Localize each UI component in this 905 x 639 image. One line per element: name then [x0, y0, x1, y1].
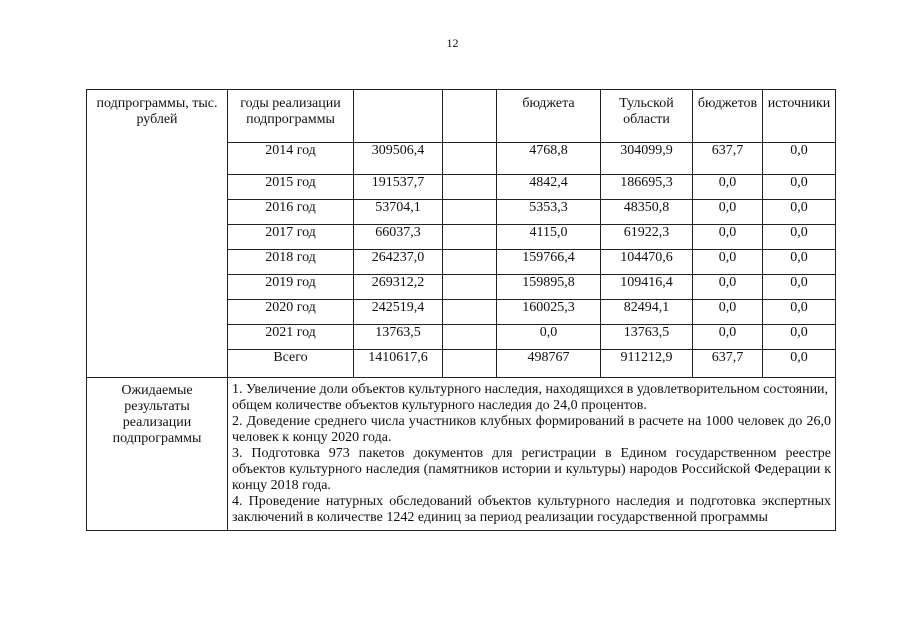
federal-cell: 498767 — [497, 350, 601, 378]
federal-cell: 0,0 — [497, 325, 601, 350]
total-cell: 309506,4 — [354, 143, 443, 175]
blank-cell — [443, 143, 497, 175]
federal-header: бюджета — [497, 90, 601, 143]
year-cell: Всего — [228, 350, 354, 378]
other-cell: 0,0 — [763, 350, 836, 378]
local-cell: 0,0 — [693, 200, 763, 225]
table-header-row — [87, 90, 836, 143]
results-text — [228, 378, 836, 531]
year-cell: 2016 год — [228, 200, 354, 225]
local-cell: 0,0 — [693, 300, 763, 325]
total-cell: 191537,7 — [354, 175, 443, 200]
total-cell: 53704,1 — [354, 200, 443, 225]
local-cell: 0,0 — [693, 175, 763, 200]
blank-cell — [443, 175, 497, 200]
results-row — [87, 378, 836, 531]
results-label: Ожидаемые результаты реализации подпрограммы — [87, 378, 228, 531]
year-cell: 2014 год — [228, 143, 354, 175]
blank-header — [443, 90, 497, 143]
other-cell: 0,0 — [763, 175, 836, 200]
year-cell: 2019 год — [228, 275, 354, 300]
region-header: Тульской области — [601, 90, 693, 143]
other-cell: 0,0 — [763, 275, 836, 300]
page-number: 12 — [446, 36, 459, 50]
other-header: источники — [763, 90, 836, 143]
region-cell: 304099,9 — [601, 143, 693, 175]
total-cell: 264237,0 — [354, 250, 443, 275]
federal-cell: 5353,3 — [497, 200, 601, 225]
local-cell: 0,0 — [693, 250, 763, 275]
other-cell: 0,0 — [763, 250, 836, 275]
region-cell: 911212,9 — [601, 350, 693, 378]
result-item: 3. Подготовка 973 пакетов документов для регистрации в Едином государственном реестре объектов культурного наследия (памятников истории и культуры) народов Российской Федерации к концу 2018 года. — [232, 446, 831, 493]
region-cell: 186695,3 — [601, 175, 693, 200]
local-cell: 0,0 — [693, 275, 763, 300]
region-cell: 82494,1 — [601, 300, 693, 325]
result-item: 2. Доведение среднего числа участников клубных формирований в расчете на 1000 человек до 26,0 человек к концу 2020 года. — [232, 414, 831, 445]
blank-cell — [443, 350, 497, 378]
funding-label-cell: подпрограммы, тыс. рублей — [87, 90, 228, 378]
federal-cell: 160025,3 — [497, 300, 601, 325]
region-cell: 109416,4 — [601, 275, 693, 300]
years-header: годы реализации подпрограммы — [228, 90, 354, 143]
total-cell: 66037,3 — [354, 225, 443, 250]
other-cell: 0,0 — [763, 200, 836, 225]
other-cell: 0,0 — [763, 225, 836, 250]
total-cell: 1410617,6 — [354, 350, 443, 378]
blank-cell — [443, 250, 497, 275]
year-cell: 2015 год — [228, 175, 354, 200]
local-cell: 637,7 — [693, 143, 763, 175]
result-item: 4. Проведение натурных обследований объектов культурного наследия и подготовка экспертных заключений в количестве 1242 единиц за период реализации государственной программы — [232, 494, 831, 525]
other-cell: 0,0 — [763, 325, 836, 350]
federal-cell: 159895,8 — [497, 275, 601, 300]
result-item: 1. Увеличение доли объектов культурного наследия, находящихся в удовлетворительном состоянии, — [232, 382, 829, 397]
blank-cell — [443, 275, 497, 300]
result-item: общем количестве объектов культурного наследия до 24,0 процентов. — [232, 398, 647, 413]
total-cell: 269312,2 — [354, 275, 443, 300]
federal-cell: 4842,4 — [497, 175, 601, 200]
subprogram-table — [86, 89, 836, 531]
federal-cell: 4768,8 — [497, 143, 601, 175]
federal-cell: 159766,4 — [497, 250, 601, 275]
region-cell: 48350,8 — [601, 200, 693, 225]
total-header — [354, 90, 443, 143]
year-cell: 2018 год — [228, 250, 354, 275]
federal-cell: 4115,0 — [497, 225, 601, 250]
other-cell: 0,0 — [763, 143, 836, 175]
region-cell: 61922,3 — [601, 225, 693, 250]
other-cell: 0,0 — [763, 300, 836, 325]
total-cell: 13763,5 — [354, 325, 443, 350]
year-cell: 2020 год — [228, 300, 354, 325]
local-cell: 0,0 — [693, 225, 763, 250]
blank-cell — [443, 200, 497, 225]
year-cell: 2017 год — [228, 225, 354, 250]
local-cell: 0,0 — [693, 325, 763, 350]
blank-cell — [443, 225, 497, 250]
region-cell: 13763,5 — [601, 325, 693, 350]
local-header: бюджетов — [693, 90, 763, 143]
region-cell: 104470,6 — [601, 250, 693, 275]
local-cell: 637,7 — [693, 350, 763, 378]
blank-cell — [443, 300, 497, 325]
blank-cell — [443, 325, 497, 350]
year-cell: 2021 год — [228, 325, 354, 350]
total-cell: 242519,4 — [354, 300, 443, 325]
